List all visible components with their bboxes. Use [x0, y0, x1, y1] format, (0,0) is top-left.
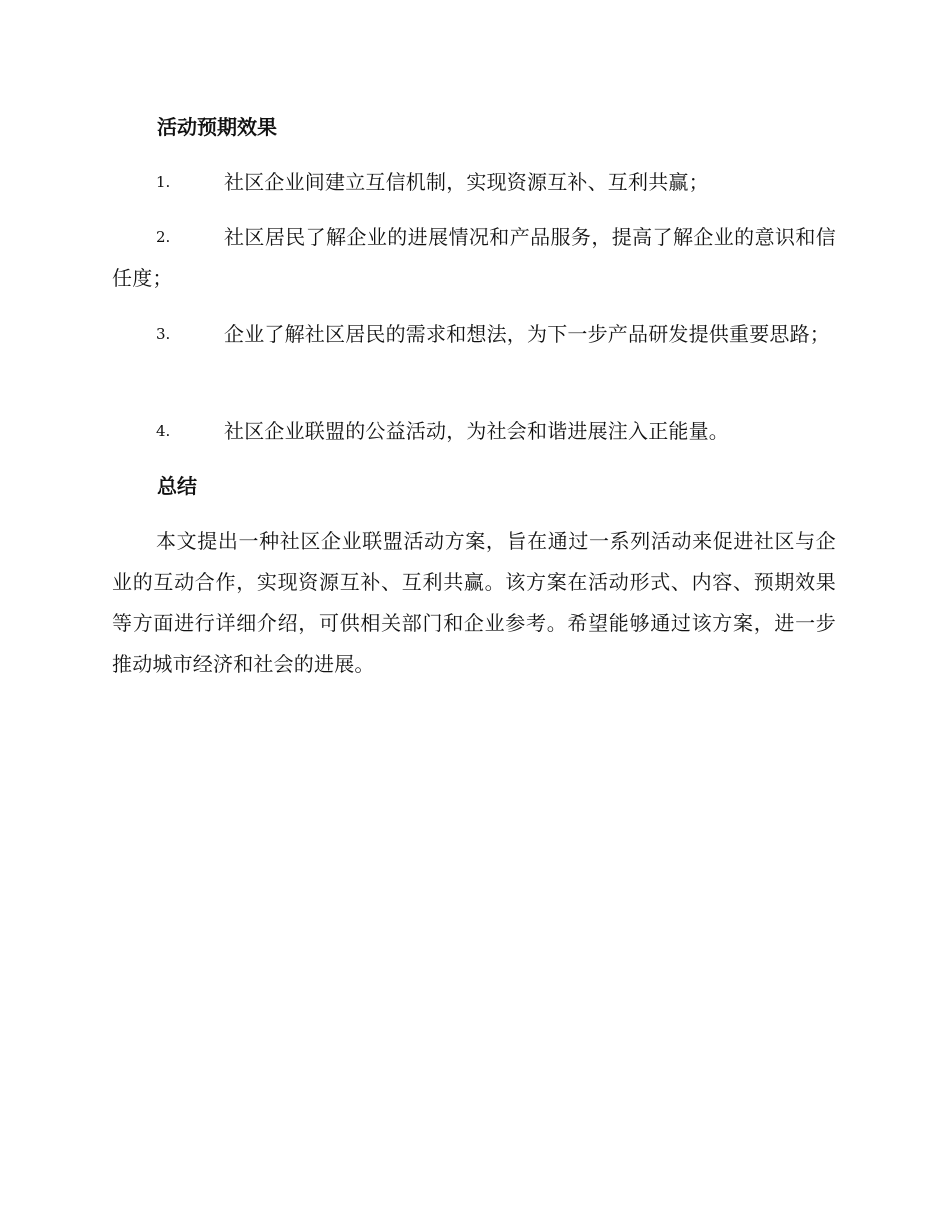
list-item-number: 3.	[156, 325, 171, 343]
list-item-text: 社区居民了解企业的进展情况和产品服务，提高了解企业的意识和信任度；	[112, 225, 836, 290]
list-item	[112, 162, 836, 203]
list-item-text: 社区企业联盟的公益活动，为社会和谐进展注入正能量。	[224, 419, 729, 443]
section-heading-summary: 总结	[157, 474, 197, 498]
summary-paragraph: 本文提出一种社区企业联盟活动方案，旨在通过一系列活动来促进社区与企业的互动合作，实现资源互补、互利共赢。该方案在活动形式、内容、预期效果等方面进行详细介绍，可供相关部门和企业参考。希望能够通过该方案，进一步推动城市经济和社会的进展。	[112, 529, 836, 676]
list-item-number: 1.	[156, 173, 171, 191]
list-item	[112, 411, 836, 452]
list-item-text: 社区企业间建立互信机制，实现资源互补、互利共赢；	[224, 170, 709, 194]
list-item	[112, 314, 836, 355]
section-heading-expected-effects: 活动预期效果	[157, 115, 277, 139]
list-item-text: 企业了解社区居民的需求和想法，为下一步产品研发提供重要思路；	[224, 322, 830, 346]
list-item-number: 4.	[156, 422, 171, 440]
list-item	[112, 217, 836, 299]
list-item-number: 2.	[156, 228, 171, 246]
